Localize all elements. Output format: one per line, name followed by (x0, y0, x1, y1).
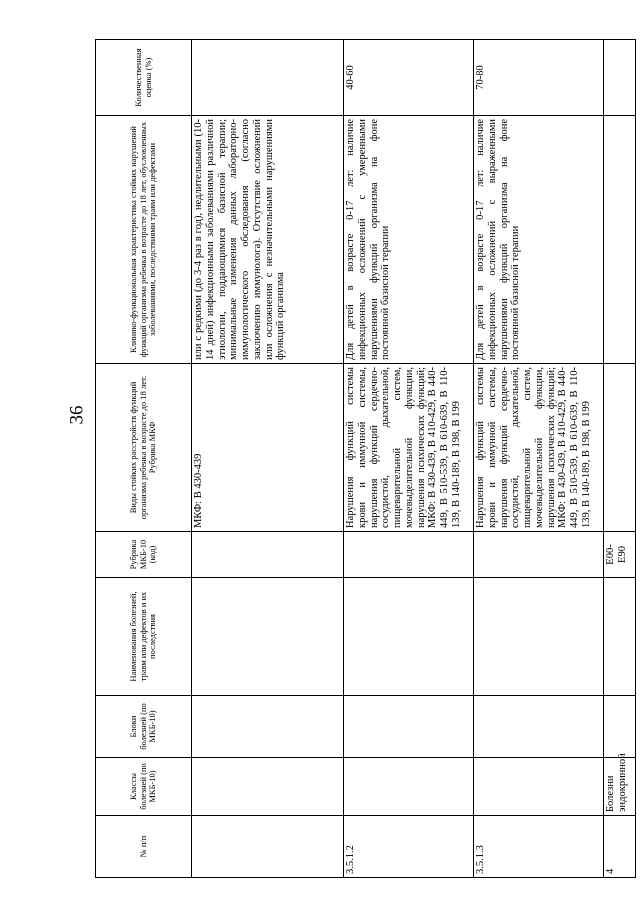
table-row (604, 40, 636, 878)
cell-names (474, 578, 604, 696)
cell-classes: Болезни эндокринной (604, 758, 636, 816)
cell-names (344, 578, 474, 696)
cell-types: МКФ: В 430-439 (192, 364, 344, 532)
cell-rubric: E00- E90 (604, 532, 636, 578)
cell-clinical: Для детей в возрасте 0-17 лет: наличие инфекционных осложнений с умеренными нарушениями функций организма на фоне постоянной базисной терапии (344, 116, 474, 364)
cell-num: 3.5.1.3 (474, 816, 604, 878)
cell-blocks (474, 696, 604, 758)
cell-classes (192, 758, 344, 816)
cell-blocks (604, 696, 636, 758)
cell-clinical: Для детей в возрасте 0-17 лет: наличие инфекционных осложнений с выраженными нарушениями функций организма на фоне постоянной базисной терапии (474, 116, 604, 364)
cell-score (604, 40, 636, 116)
header-blocks: Блоки болезней (по МКБ-10) (96, 696, 192, 758)
cell-rubric (192, 532, 344, 578)
header-rubric: Рубрика МКБ-10 (код) (96, 532, 192, 578)
cell-blocks (192, 696, 344, 758)
cell-rubric (344, 532, 474, 578)
page-number: 36 (66, 405, 88, 425)
cell-num: 3.5.1.2 (344, 816, 474, 878)
header-clinical: Клинико-функциональная характеристика стойких нарушений функций организма ребенка в возрасте до 18 лет, обусловленных заболеваниями, последствиями травм или дефектами (96, 116, 192, 364)
cell-types: Нарушения функций системы крови и иммунной системы, нарушения функций сердечно-сосудистой, дыхательной, пищеварительной систем, мочевыделительной функции, нарушения психических функций; МКФ: В 430-439, В 410-429, В 440-449, В 510-539, В 610-639, В 110-139, В 140-189, В 198, В 199 (344, 364, 474, 532)
cell-names (192, 578, 344, 696)
cell-score: 70-80 (474, 40, 604, 116)
table-row (474, 40, 604, 878)
cell-clinical: или с редкими (до 3-4 раз в год), недлительными (10-14 дней) инфекционными заболеваниями различной этиологии, поддающимися базисной терапии; минимальные изменения данных лабораторно-иммунологического обследования (согласно заключению иммунолога). Отсутствие осложнений или осложнения с незначительными нарушениями функций организма (192, 116, 344, 364)
cell-score (192, 40, 344, 116)
header-names: Наименования болезней, травм или дефектов и их последствия (96, 578, 192, 696)
cell-score: 40-60 (344, 40, 474, 116)
cell-num: 4 (604, 816, 636, 878)
table-row (192, 40, 344, 878)
cell-clinical (604, 116, 636, 364)
table-row (344, 40, 474, 878)
header-types: Виды стойких расстройств функций организма ребенка в возрасте до 18 лет. Рубрика МКФ (96, 364, 192, 532)
cell-names (604, 578, 636, 696)
cell-blocks (344, 696, 474, 758)
cell-types: Нарушения функций системы крови и иммунной системы, нарушения функций сердечно-сосудистой, дыхательной, пищеварительной систем, мочевыделительной функции, нарушения психических функций; МКФ: В 430-439, В 410-429, В 440-449, В 510-539, В 610-639, В 110-139, В 140-189, В 198, В 199 (474, 364, 604, 532)
disability-criteria-table (95, 39, 636, 878)
table-container (95, 40, 635, 878)
cell-num (192, 816, 344, 878)
cell-rubric (474, 532, 604, 578)
header-num: № п/п (96, 816, 192, 878)
cell-classes (344, 758, 474, 816)
header-score: Количественная оценка (%) (96, 40, 192, 116)
cell-types (604, 364, 636, 532)
header-classes: Классы болезней (по МКБ-10) (96, 758, 192, 816)
cell-classes (474, 758, 604, 816)
